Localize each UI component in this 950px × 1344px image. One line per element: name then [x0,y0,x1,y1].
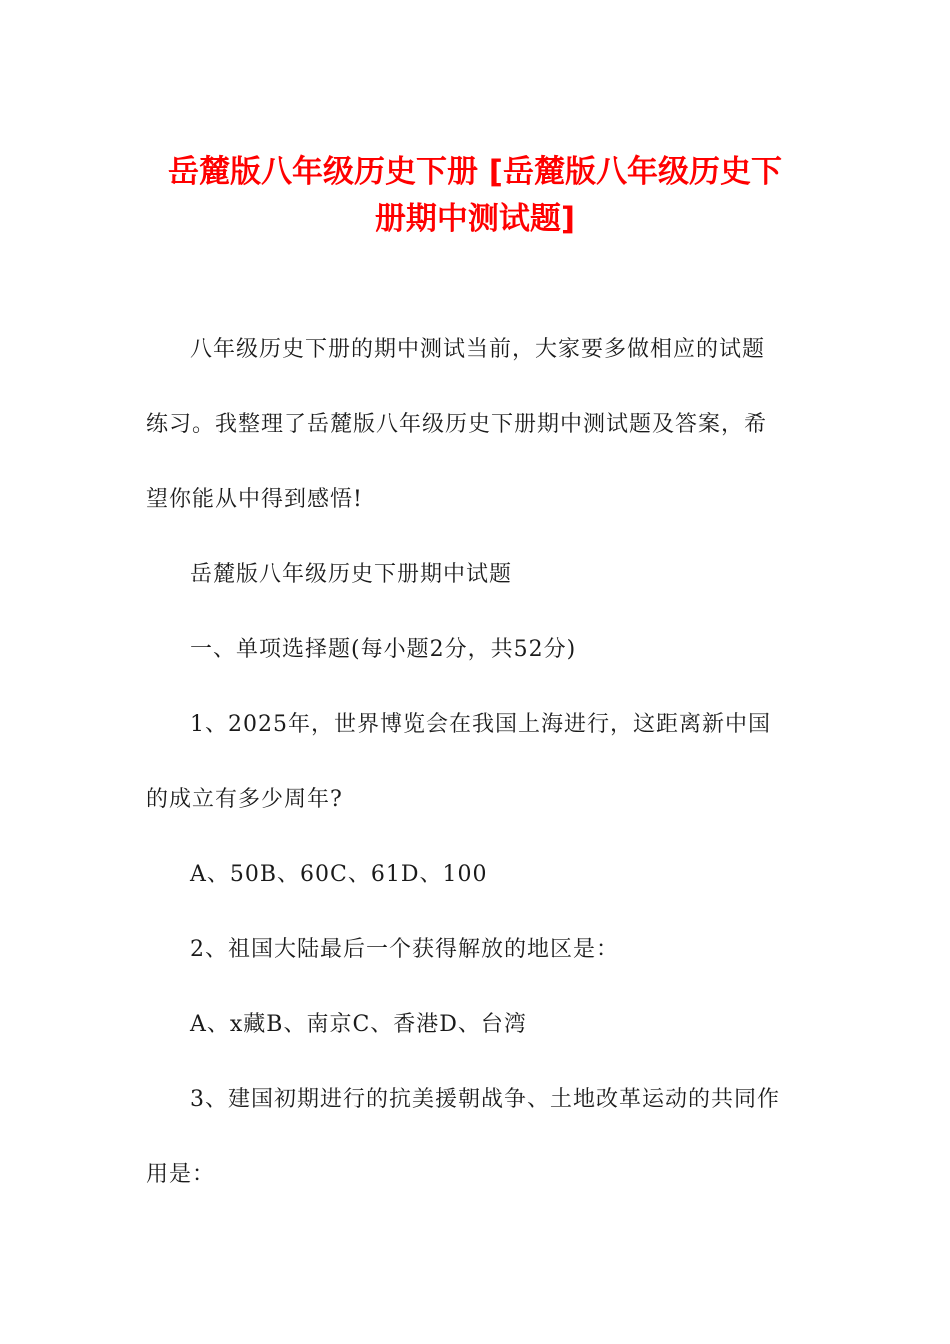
question-1-line-2: 的成立有多少周年? [146,787,343,812]
section-heading: 岳麓版八年级历史下册期中试题 [190,562,513,587]
part-heading: 一、单项选择题(每小题2分，共52分) [190,637,577,662]
question-1-options: A、50B、60C、61D、100 [190,862,488,887]
document-title-line-1: 岳麓版八年级历史下册 [岳麓版八年级历史下 [168,154,782,190]
intro-paragraph-line-1: 八年级历史下册的期中测试当前，大家要多做相应的试题 [190,337,766,362]
question-2-options: A、x藏B、南京C、香港D、台湾 [190,1012,527,1037]
question-3-line-2: 用是： [146,1162,216,1187]
question-2: 2、祖国大陆最后一个获得解放的地区是： [190,937,619,962]
document-title-line-2: 册期中测试题] [374,201,576,237]
question-1-line-1: 1、2025年，世界博览会在我国上海进行，这距离新中国 [190,712,771,737]
intro-paragraph-line-2: 练习。我整理了岳麓版八年级历史下册期中测试题及答案，希 [146,412,768,437]
question-3-line-1: 3、建国初期进行的抗美援朝战争、土地改革运动的共同作 [190,1087,780,1112]
intro-paragraph-line-3: 望你能从中得到感悟! [146,487,363,512]
